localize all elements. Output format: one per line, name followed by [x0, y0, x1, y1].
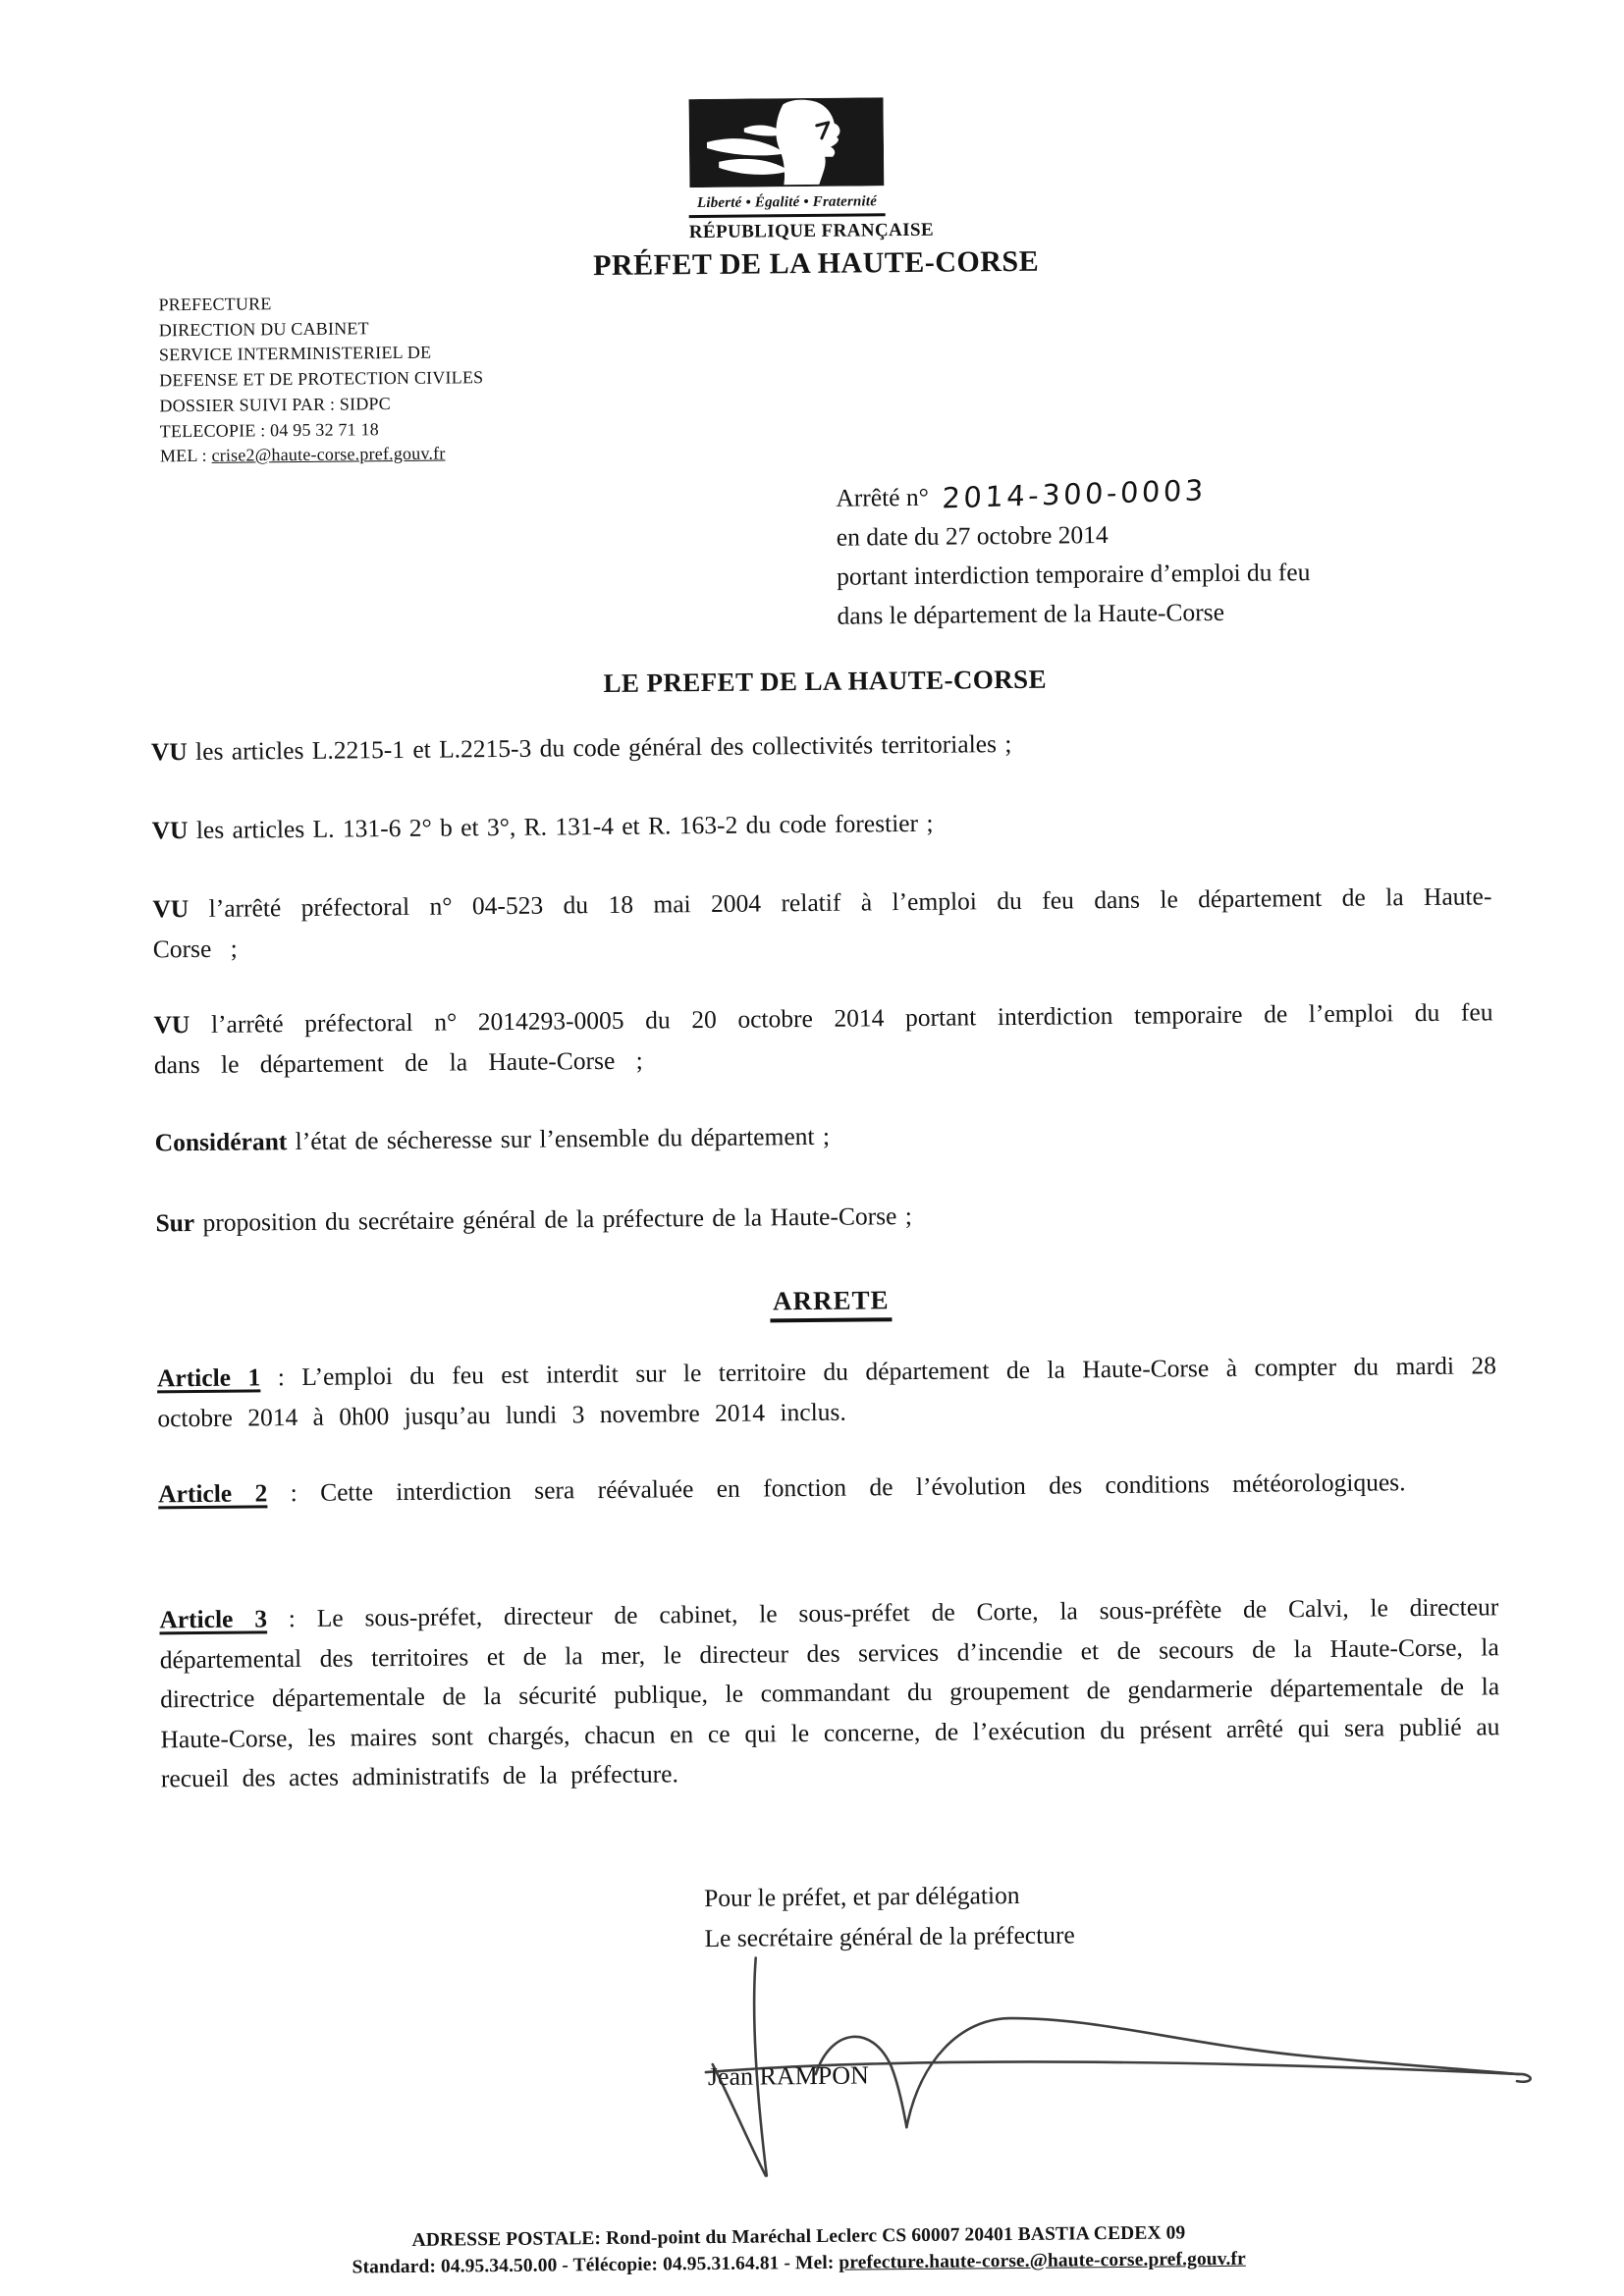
recital-text: les articles L.2215-1 et L.2215-3 du code général des collectivités territoriales ; — [187, 729, 1012, 767]
recital-sur-proposition — [155, 1191, 1494, 1244]
article-lead: Article 1 — [156, 1362, 261, 1393]
article-1 — [157, 1346, 1497, 1438]
footer — [20, 2216, 1577, 2284]
recital-text: proposition du secrétaire général de la préfecture de la Haute-Corse ; — [194, 1201, 913, 1238]
letterhead-line: DEFENSE ET DE PROTECTION CIVILES — [159, 367, 484, 391]
contact-email: crise2@haute-corse.pref.gouv.fr — [211, 443, 446, 466]
recital-text: l’arrêté préfectoral n° 2014293-0005 du 20 octobre 2014 portant interdiction temporaire de l’emploi du feu dans le département de la Haute-Corse ; — [153, 997, 1493, 1079]
recital-lead: VU — [151, 816, 189, 845]
recital-text: l’état de sécheresse sur l’ensemble du département ; — [287, 1121, 831, 1156]
article-text: : Le sous-préfet, directeur de cabinet, le sous-préfet de Corte, la sous-préfète de Calvi, le directeur départemental des territoires et de la mer, le directeur des services d’incendie et de secours de la Haute-Corse, la directrice départementale de la sécurité publique, le commandant du groupement de gendarmerie départementale de la Haute-Corse, les maires sont chargés, chacun en ce qui le concerne, de l’exécution du présent arrêté qui sera publié au recueil des actes administratifs de la préfecture. — [159, 1592, 1500, 1793]
decree-heading: ARRETE — [770, 1285, 893, 1322]
closing-line: Pour le préfet, et par délégation — [703, 1880, 1020, 1913]
article-3 — [159, 1587, 1500, 1799]
letterhead-line: TELECOPIE : 04 95 32 71 18 — [159, 418, 380, 441]
article-lead: Article 2 — [157, 1478, 268, 1509]
recital-vu — [153, 992, 1493, 1085]
reference-block — [836, 470, 1544, 636]
article-lead: Article 3 — [159, 1604, 268, 1634]
closing-line: Le secrétaire général de la préfecture — [704, 1920, 1075, 1953]
recital-vu — [151, 798, 1490, 851]
decree-number-line — [836, 470, 1543, 518]
logo-republic: RÉPUBLIQUE FRANÇAISE — [688, 219, 935, 243]
decree-number-label: Arrêté n° — [836, 482, 930, 512]
footer-email: prefecture.haute-corse.@haute-corse.pref.gouv.fr — [839, 2248, 1246, 2273]
logo-divider — [689, 213, 886, 218]
letterhead-line: DOSSIER SUIVI PAR : SIDPC — [159, 393, 391, 416]
issuer-heading: LE PREFET DE LA HAUTE-CORSE — [603, 664, 1048, 698]
recital-lead: Considérant — [154, 1127, 288, 1157]
republic-logo-block — [688, 97, 935, 243]
article-2 — [158, 1462, 1497, 1515]
letterhead-line: SERVICE INTERMINISTERIEL DE — [158, 343, 432, 365]
recital-vu — [152, 877, 1492, 969]
decree-subject-line: dans le département de la Haute-Corse — [837, 597, 1225, 630]
decree-subject-line: portant interdiction temporaire d’emploi du feu — [837, 558, 1311, 591]
footer-contacts-text: Standard: 04.95.34.50.00 - Télécopie: 04.95.31.64.81 - Mel: — [352, 2252, 839, 2278]
recital-text: l’arrêté préfectoral n° 04-523 du 18 mai 2004 relatif à l’emploi du feu dans le département de la Haute-Corse ; — [152, 881, 1492, 963]
letterhead-mel-line — [160, 441, 484, 469]
recital-lead: VU — [153, 1010, 190, 1040]
letterhead-line: PREFECTURE — [158, 294, 272, 315]
mel-label: MEL : — [159, 446, 212, 466]
closing-block — [704, 1874, 1075, 1958]
signer-name: Jean RAMPON — [707, 2060, 869, 2092]
logo-motto: Liberté • Égalité • Fraternité — [696, 193, 878, 212]
recital-considerant — [155, 1110, 1494, 1163]
decree-heading-wrap — [11, 1278, 1624, 1330]
letterhead-line: DIRECTION DU CABINET — [158, 317, 369, 341]
marianne-logo — [689, 97, 885, 187]
recital-lead: VU — [150, 737, 188, 767]
recital-text: les articles L. 131-6 2° b et 3°, R. 131-4 et R. 163-2 du code forestier ; — [188, 808, 934, 845]
recital-lead: VU — [152, 894, 189, 924]
article-text: : L’emploi du feu est interdit sur le territoire du département de la Haute-Corse à compter du mardi 28 octobre 2014 à 0h00 jusqu’au lundi 3 novembre 2014 inclus. — [157, 1351, 1497, 1432]
recital-lead: Sur — [155, 1208, 195, 1238]
handwritten-signature — [548, 1943, 1542, 2200]
decree-number-handwritten: 2014-300-0003 — [942, 473, 1208, 515]
decree-date-line: en date du 27 octobre 2014 — [836, 520, 1109, 552]
page-title: PRÉFET DE LA HAUTE-CORSE — [592, 244, 1040, 283]
letterhead — [158, 290, 484, 469]
article-text: : Cette interdiction sera réévaluée en fonction de l’évolution des conditions météorologiques. — [267, 1468, 1406, 1508]
recital-vu — [151, 720, 1490, 773]
footer-address: ADRESSE POSTALE: Rond-point du Maréchal Leclerc CS 60007 20401 BASTIA CEDEX 09 — [411, 2222, 1186, 2251]
